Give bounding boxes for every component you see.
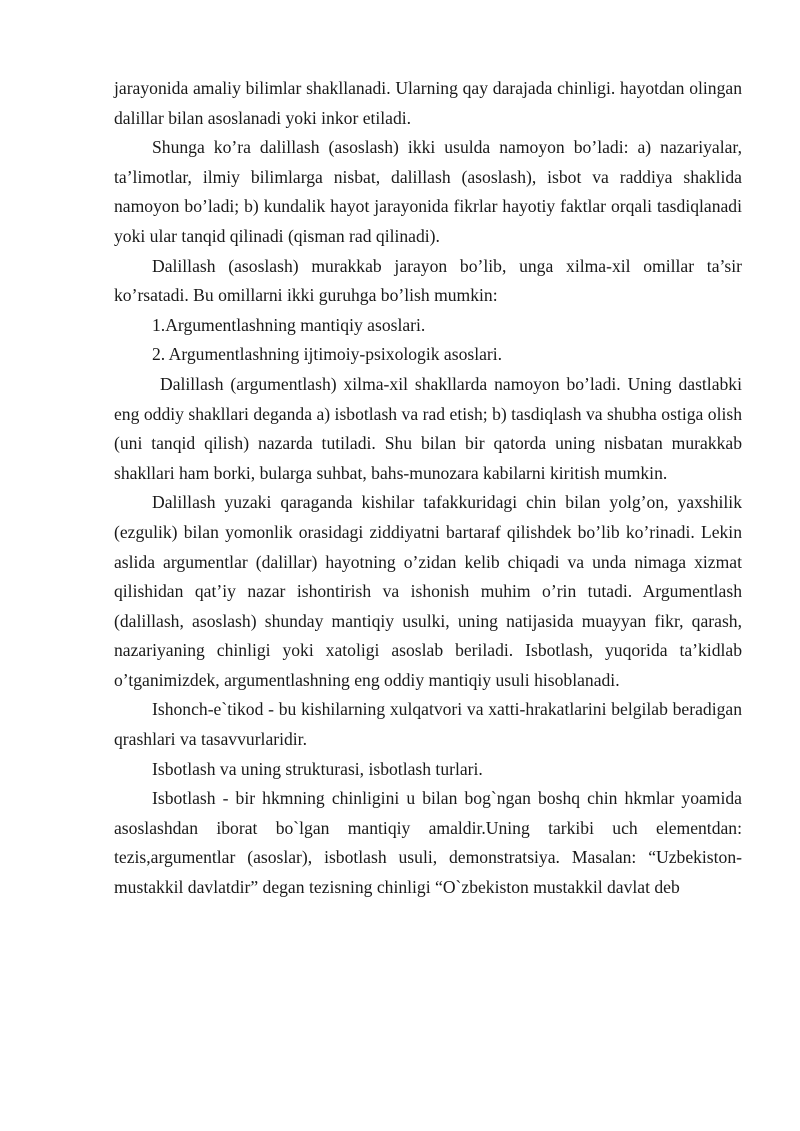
document-page (114, 74, 742, 903)
list-item-socio-psych-basis: 2. Argumentlashning ijtimoiy-psixologik asoslari. (152, 344, 503, 365)
list-item-logical-basis: 1.Argumentlashning mantiqiy asoslari. (152, 314, 426, 335)
paragraph-proof-definition: Isbotlash - bir hkmning chinligini u bilan bog`ngan boshq chin hkmlar yoamida asoslashdan iborat bo`lgan mantiqiy amaldir.Uning tarkibi uch elementdan: tezis,argumentlar (asoslar), isbotlash usuli, demonstratsiya. Masalan: “Uzbekiston-mustakkil davlatdir” degan tezisning chinligi “O`zbekiston mustakkil davlat deb (114, 788, 742, 898)
paragraph-complex-process: Dalillash (asoslash) murakkab jarayon bo’lib, unga xilma-xil omillar ta’sir ko’rsatadi. Bu omillarni ikki guruhga bo’lish mumkin: (114, 255, 742, 306)
paragraph-proof-forms: Shunga ko’ra dalillash (asoslash) ikki usulda namoyon bo’ladi: a) nazariyalar, ta’limotlar, ilmiy bilimlarga nisbat, dalillash (asoslash), isbot va raddiya shaklida namoyon bo’ladi; b) kundalik hayot jarayonida fikrlar hayotiy faktlar orqali tasdiqlanadi yoki ular tanqid qilinadi (qisman rad qilinadi). (114, 137, 742, 246)
paragraph-truth-and-falsehood: Dalillash yuzaki qaraganda kishilar tafakkuridagi chin bilan yolg’on, yaxshilik (ezgulik) bilan yomonlik orasidagi ziddiyatni bartaraf qilishdek bo’lib ko’rinadi. Lekin aslida argumentlar (dalillar) hayotning o’zidan kelib chiqadi va unda nimaga xizmat qilishidan qat’iy nazar ishontirish va ishonish muhim o’rin tutadi. Argumentlash (dalillash, asoslash) shunday mantiqiy usulki, uning natijasida muayyan fikr, qarash, nazariyaning chinligi yoki xatoligi asoslab beriladi. Isbotlash, yuqorida ta’kidlab o’tganimizdek, argumentlashning eng oddiy mantiqiy usuli hisoblanadi. (114, 492, 742, 690)
paragraph-belief-definition: Ishonch-e`tikod - bu kishilarning xulqatvori va xatti-hrakatlarini belgilab beradigan qrashlari va tasavvurlaridir. (114, 699, 742, 750)
paragraph-continuation: jarayonida amaliy bilimlar shakllanadi. Ularning qay darajada chinligi. hayotdan olingan dalillar bilan asoslanadi yoki inkor etiladi. (114, 78, 742, 128)
section-heading-proof-structure: Isbotlash va uning strukturasi, isbotlash turlari. (152, 758, 483, 779)
paragraph-argument-forms: Dalillash (argumentlash) xilma-xil shakllarda namoyon bo’ladi. Uning dastlabki eng oddiy shakllari deganda a) isbotlash va rad etish; b) tasdiqlash va shubha ostiga olish (uni tanqid qilish) nazarda tutiladi. Shu bilan bir qatorda uning nisbatan murakkab shakllari ham borki, bularga suhbat, bahs-munozara kabilarni kiritish mumkin. (114, 373, 742, 483)
